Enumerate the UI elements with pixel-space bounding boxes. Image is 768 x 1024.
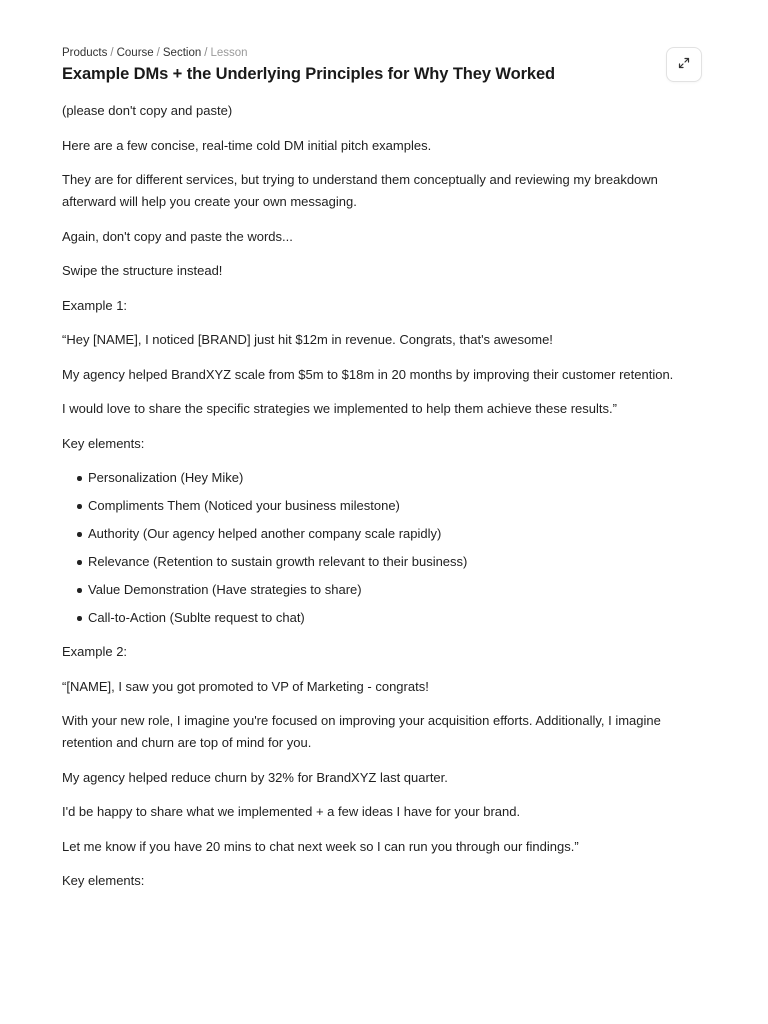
paragraph: With your new role, I imagine you're focused on improving your acquisition efforts. Additionally, I imagine retention and churn are top of mind for you. <box>62 713 661 750</box>
breadcrumb-separator: / <box>204 47 208 59</box>
key-elements-heading: Key elements: <box>62 435 145 451</box>
breadcrumb <box>62 44 708 62</box>
list-item: Compliments Them (Noticed your business milestone) <box>62 495 708 517</box>
paragraph: Let me know if you have 20 mins to chat next week so I can run you through our findings.” <box>62 838 579 854</box>
paragraph: My agency helped BrandXYZ scale from $5m to $18m in 20 months by improving their customer retention. <box>62 366 674 382</box>
list-item: Authority (Our agency helped another company scale rapidly) <box>62 523 708 545</box>
breadcrumb-separator: / <box>110 47 114 59</box>
key-elements-heading: Key elements: <box>62 873 145 888</box>
list-item: Call-to-Action (Sublte request to chat) <box>62 607 708 629</box>
paragraph: They are for different services, but trying to understand them conceptually and reviewing my breakdown afterward will help you create your own messaging. <box>62 172 658 209</box>
breadcrumb-section[interactable]: Section <box>162 47 202 59</box>
key-elements-list <box>62 467 708 629</box>
breadcrumb-separator: / <box>156 47 160 59</box>
paragraph: My agency helped reduce churn by 32% for BrandXYZ last quarter. <box>62 769 448 785</box>
paragraph: I'd be happy to share what we implemented + a few ideas I have for your brand. <box>62 804 521 819</box>
paragraph: I would love to share the specific strategies we implemented to help them achieve these results.” <box>62 401 617 416</box>
paragraph: Here are a few concise, real-time cold DM initial pitch examples. <box>62 137 432 153</box>
expand-button[interactable] <box>666 47 702 82</box>
breadcrumb-current-lesson: Lesson <box>210 47 248 59</box>
page-title: Example DMs + the Underlying Principles for Why They Worked <box>62 65 556 83</box>
paragraph: Swipe the structure instead! <box>62 263 223 278</box>
paragraph: “Hey [NAME], I noticed [BRAND] just hit $12m in revenue. Congrats, that's awesome! <box>62 332 553 347</box>
breadcrumb-products[interactable]: Products <box>62 47 108 59</box>
paragraph: (please don't copy and paste) <box>62 103 233 118</box>
breadcrumb-course[interactable]: Course <box>116 47 154 59</box>
lesson-content <box>62 100 708 892</box>
paragraph: Again, don't copy and paste the words... <box>62 228 293 244</box>
example-1-heading: Example 1: <box>62 297 128 313</box>
paragraph: “[NAME], I saw you got promoted to VP of Marketing - congrats! <box>62 678 429 694</box>
list-item: Personalization (Hey Mike) <box>62 467 708 489</box>
lesson-page <box>62 44 708 905</box>
example-2-heading: Example 2: <box>62 644 128 659</box>
list-item: Relevance (Retention to sustain growth relevant to their business) <box>62 551 708 573</box>
list-item: Value Demonstration (Have strategies to share) <box>62 579 708 601</box>
expand-arrows-icon <box>678 57 690 72</box>
